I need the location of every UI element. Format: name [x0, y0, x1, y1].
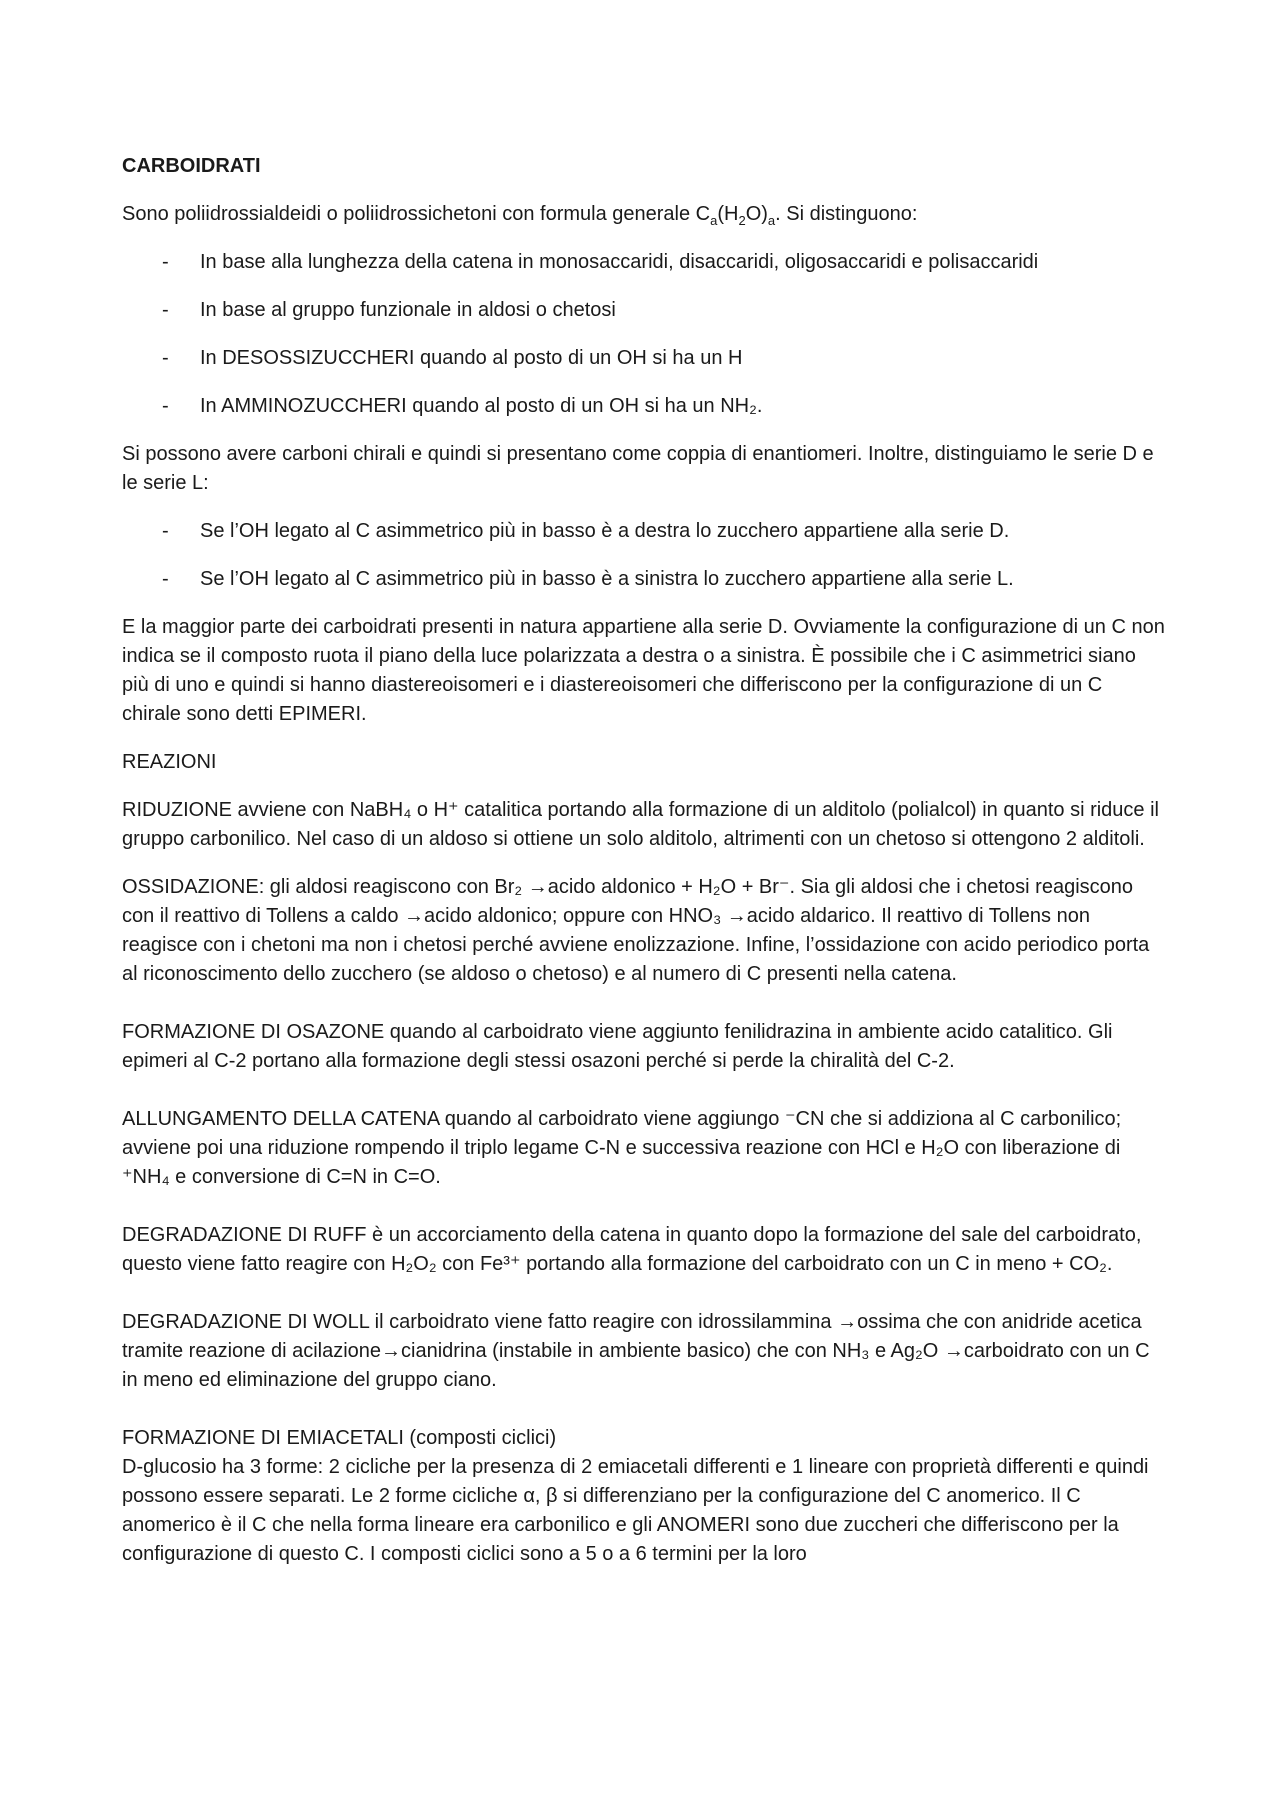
list-item-text: Se l’OH legato al C asimmetrico più in basso è a sinistra lo zucchero appartiene alla serie L. — [200, 568, 1014, 590]
intro-subscript-a-2: a — [767, 213, 776, 228]
woll-paragraph: DEGRADAZIONE DI WOLL il carboidrato viene fatto reagire con idrossilammina →ossima che con anidride acetica tramite reazione di acilazione→cianidrina (instabile in ambiente basico) che con NH₃ e Ag₂O →carboidrato con un C in meno ed eliminazione del gruppo ciano. — [122, 1311, 1150, 1391]
ossidazione-paragraph: OSSIDAZIONE: gli aldosi reagiscono con Br₂ →acido aldonico + H₂O + Br⁻. Sia gli aldosi che i chetosi reagiscono con il reattivo di Tollens a caldo →acido aldonico; oppure con HNO₃ →acido aldarico. Il reattivo di Tollens non reagisce con i chetoni ma non i chetosi perché avviene enolizzazione. Infine, l’ossidazione con acido periodico porta al riconoscimento dello zucchero (se aldoso o chetoso) e al numero di C presenti nella catena. — [122, 876, 1150, 985]
list-item-text: Se l’OH legato al C asimmetrico più in basso è a destra lo zucchero appartiene alla serie D. — [200, 520, 1010, 542]
intro-text-mid: (H — [717, 203, 739, 225]
intro-subscript-2: 2 — [738, 213, 746, 228]
list-item — [122, 344, 1165, 373]
series-paragraph: E la maggior parte dei carboidrati presenti in natura appartiene alla serie D. Ovviamente la configurazione di un C non indica se il composto ruota il piano della luce polarizzata a destra o a sinistra. È possibile che i C asimmetrici siano più di uno e quindi si hanno diastereoisomeri e i diastereoisomeri che differiscono per la configurazione di un C chirale sono detti EPIMERI. — [122, 616, 1165, 725]
emiacetali-heading: FORMAZIONE DI EMIACETALI (composti ciclici) — [122, 1427, 557, 1449]
reazioni-heading: REAZIONI — [122, 751, 217, 773]
chiral-paragraph: Si possono avere carboni chirali e quindi si presentano come coppia di enantiomeri. Inoltre, distinguiamo le serie D e le serie L: — [122, 443, 1154, 494]
emiacetali-paragraph: D-glucosio ha 3 forme: 2 cicliche per la presenza di 2 emiacetali differenti e 1 lineare con proprietà differenti e quindi possono essere separati. Le 2 forme cicliche α, β si differenziano per la configurazione del C anomerico. Il C anomerico è il C che nella forma lineare era carbonilico e gli ANOMERI sono due zuccheri che differiscono per la configurazione di questo C. I composti ciclici sono a 5 o a 6 termini per la loro — [122, 1456, 1149, 1565]
intro-paragraph — [122, 200, 1165, 229]
list-dash: - — [162, 395, 169, 417]
classification-list — [122, 248, 1165, 421]
allungamento-paragraph: ALLUNGAMENTO DELLA CATENA quando al carboidrato viene aggiungo ⁻CN che si addiziona al C carbonilico; avviene poi una riduzione rompendo il triplo legame C-N e successiva reazione con HCl e H₂O con liberazione di ⁺NH₄ e conversione di C=N in C=O. — [122, 1108, 1122, 1188]
list-item — [122, 565, 1165, 594]
ruff-paragraph: DEGRADAZIONE DI RUFF è un accorciamento della catena in quanto dopo la formazione del sale del carboidrato, questo viene fatto reagire con H₂O₂ con Fe³⁺ portando alla formazione del carboidrato con un C in meno + CO₂. — [122, 1224, 1142, 1275]
osazone-paragraph: FORMAZIONE DI OSAZONE quando al carboidrato viene aggiunto fenilidrazina in ambiente acido catalitico. Gli epimeri al C-2 portano alla formazione degli stessi osazoni perché si perde la chiralità del C-2. — [122, 1021, 1113, 1072]
list-dash: - — [162, 299, 169, 321]
list-item — [122, 248, 1165, 277]
list-dash: - — [162, 347, 169, 369]
intro-text-after: . Si distinguono: — [775, 203, 918, 225]
intro-subscript-a: a — [710, 213, 718, 228]
list-item-text: In DESOSSIZUCCHERI quando al posto di un OH si ha un H — [200, 347, 743, 369]
series-list — [122, 517, 1165, 594]
list-item-text: In base al gruppo funzionale in aldosi o chetosi — [200, 299, 616, 321]
intro-text-mid2: O) — [745, 203, 768, 225]
intro-text-before: Sono poliidrossialdeidi o poliidrossichetoni con formula generale C — [122, 203, 711, 225]
list-dash: - — [162, 568, 169, 590]
list-item-text: In AMMINOZUCCHERI quando al posto di un OH si ha un NH₂. — [200, 395, 763, 417]
document-title: CARBOIDRATI — [122, 155, 261, 177]
riduzione-paragraph: RIDUZIONE avviene con NaBH₄ o H⁺ catalitica portando alla formazione di un alditolo (polialcol) in quanto si riduce il gruppo carbonilico. Nel caso di un aldoso si ottiene un solo alditolo, altrimenti con un chetoso si ottengono 2 alditoli. — [122, 799, 1159, 850]
list-item — [122, 296, 1165, 325]
list-dash: - — [162, 520, 169, 542]
list-item — [122, 517, 1165, 546]
list-dash: - — [162, 251, 169, 273]
list-item-text: In base alla lunghezza della catena in monosaccaridi, disaccaridi, oligosaccaridi e polisaccaridi — [200, 251, 1039, 273]
list-item — [122, 392, 1165, 421]
